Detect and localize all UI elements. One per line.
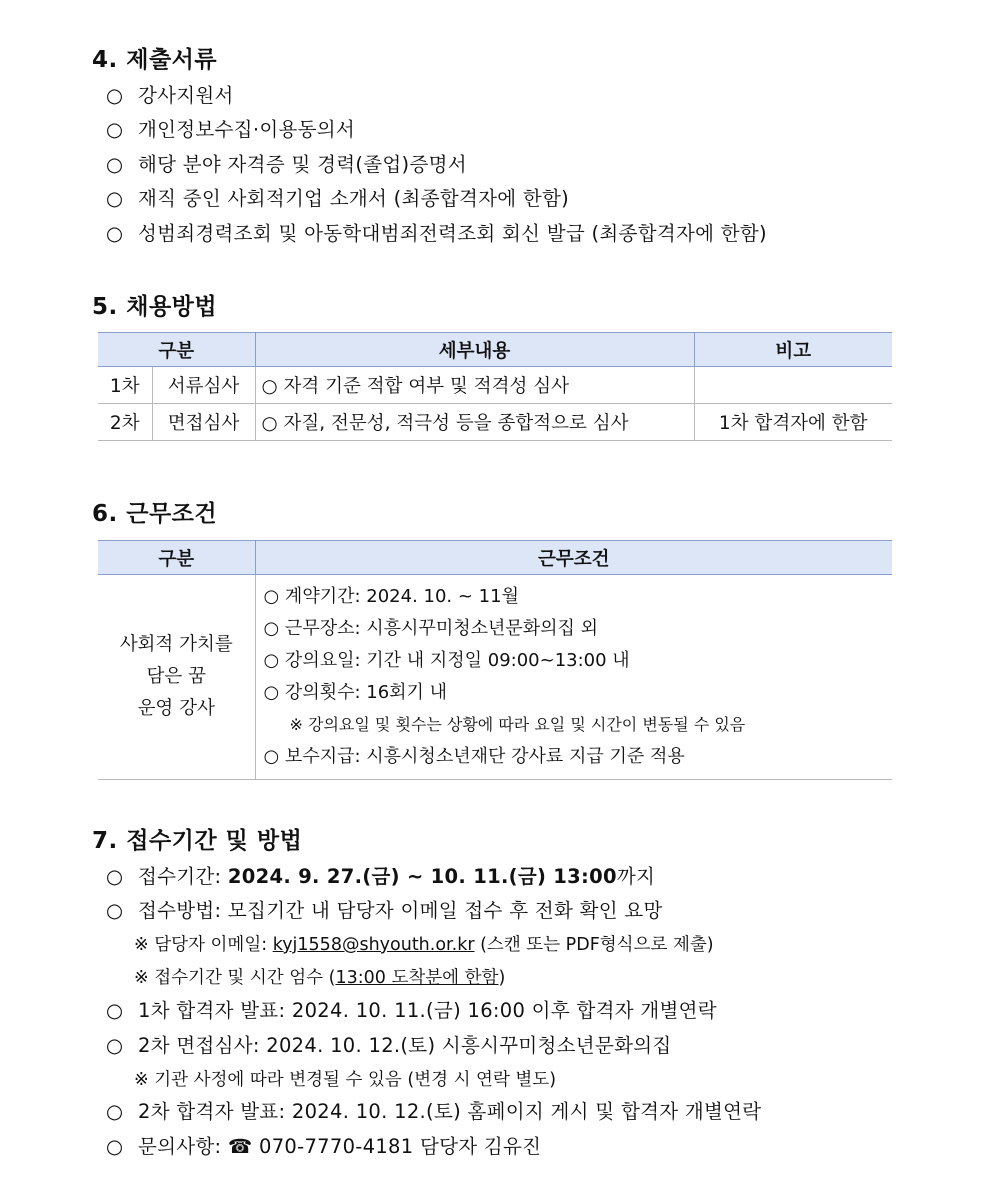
section-5-title: 5. 채용방법 xyxy=(92,294,218,320)
stage-cell: 면접심사 xyxy=(152,404,255,441)
email-link[interactable]: kyj1558@shyouth.or.kr xyxy=(272,935,475,955)
period-item: ○ 접수기간: 2024. 9. 27.(금) ~ 10. 11.(금) 13:00까지 xyxy=(106,865,656,888)
interview-note: ※ 기관 사정에 따라 변경될 수 있음 (변경 시 연락 별도) xyxy=(134,1070,557,1090)
condition-item: ○ 보수지급: 시흥시청소년재단 강사료 지급 기준 적용 xyxy=(263,746,685,767)
section-7-title: 7. 접수기간 및 방법 xyxy=(92,828,303,854)
round-cell: 1차 xyxy=(98,367,152,404)
second-result-item: ○ 2차 합격자 발표: 2024. 10. 12.(토) 홈페이지 게시 및 합격자 개별연락 xyxy=(106,1100,762,1123)
table-header: 근무조건 xyxy=(255,541,892,575)
table-header: 세부내용 xyxy=(255,333,694,367)
email-note: ※ 담당자 이메일: kyj1558@shyouth.or.kr (스캔 또는 PDF형식으로 제출) xyxy=(134,935,714,955)
table-row xyxy=(98,575,892,780)
condition-item: ○ 근무장소: 시흥시꾸미청소년문화의집 외 xyxy=(263,618,599,639)
contact-item: ○ 문의사항: ☎ 070-7770-4181 담당자 김유진 xyxy=(106,1135,542,1158)
role-cell: 사회적 가치를 담은 꿈 운영 강사 xyxy=(98,575,255,780)
doc-item: ○ 개인정보수집·이용동의서 xyxy=(106,118,356,141)
note-cell xyxy=(694,367,892,404)
note-cell: 1차 합격자에 한함 xyxy=(694,404,892,441)
doc-item: ○ 해당 분야 자격증 및 경력(졸업)증명서 xyxy=(106,153,467,176)
strict-note: ※ 접수기간 및 시간 엄수 (13:00 도착분에 한함) xyxy=(134,968,506,988)
phone-icon: ☎ xyxy=(227,1135,253,1158)
first-result-item: ○ 1차 합격자 발표: 2024. 10. 11.(금) 16:00 이후 합격자 개별연락 xyxy=(106,999,717,1022)
conditions-cell xyxy=(255,575,892,780)
condition-item: ○ 계약기간: 2024. 10. ~ 11월 xyxy=(263,586,519,607)
stage-cell: 서류심사 xyxy=(152,367,255,404)
table-header: 구분 xyxy=(98,333,255,367)
detail-cell: ○ 자질, 전문성, 적극성 등을 종합적으로 심사 xyxy=(255,404,694,441)
section-4-title: 4. 제출서류 xyxy=(92,47,218,73)
round-cell: 2차 xyxy=(98,404,152,441)
doc-item: ○ 성범죄경력조회 및 아동학대범죄전력조회 회신 발급 (최종합격자에 한함) xyxy=(106,222,767,245)
doc-item: ○ 강사지원서 xyxy=(106,84,234,107)
table-header: 비고 xyxy=(694,333,892,367)
condition-note: ※ 강의요일 및 횟수는 상황에 따라 요일 및 시간이 변동될 수 있음 xyxy=(289,715,746,734)
condition-item: ○ 강의요일: 기간 내 지정일 09:00~13:00 내 xyxy=(263,650,630,671)
condition-item: ○ 강의횟수: 16회기 내 xyxy=(263,682,448,703)
hiring-method-table xyxy=(98,332,892,441)
detail-cell: ○ 자격 기준 적합 여부 및 적격성 심사 xyxy=(255,367,694,404)
table-header: 구분 xyxy=(98,541,255,575)
doc-item: ○ 재직 중인 사회적기업 소개서 (최종합격자에 한함) xyxy=(106,187,570,210)
method-item: ○ 접수방법: 모집기간 내 담당자 이메일 접수 후 전화 확인 요망 xyxy=(106,899,663,922)
table-row xyxy=(98,367,892,404)
section-6-title: 6. 근무조건 xyxy=(92,501,218,527)
interview-item: ○ 2차 면접심사: 2024. 10. 12.(토) 시흥시꾸미청소년문화의집 xyxy=(106,1034,672,1057)
table-row xyxy=(98,404,892,441)
work-conditions-table xyxy=(98,540,892,780)
